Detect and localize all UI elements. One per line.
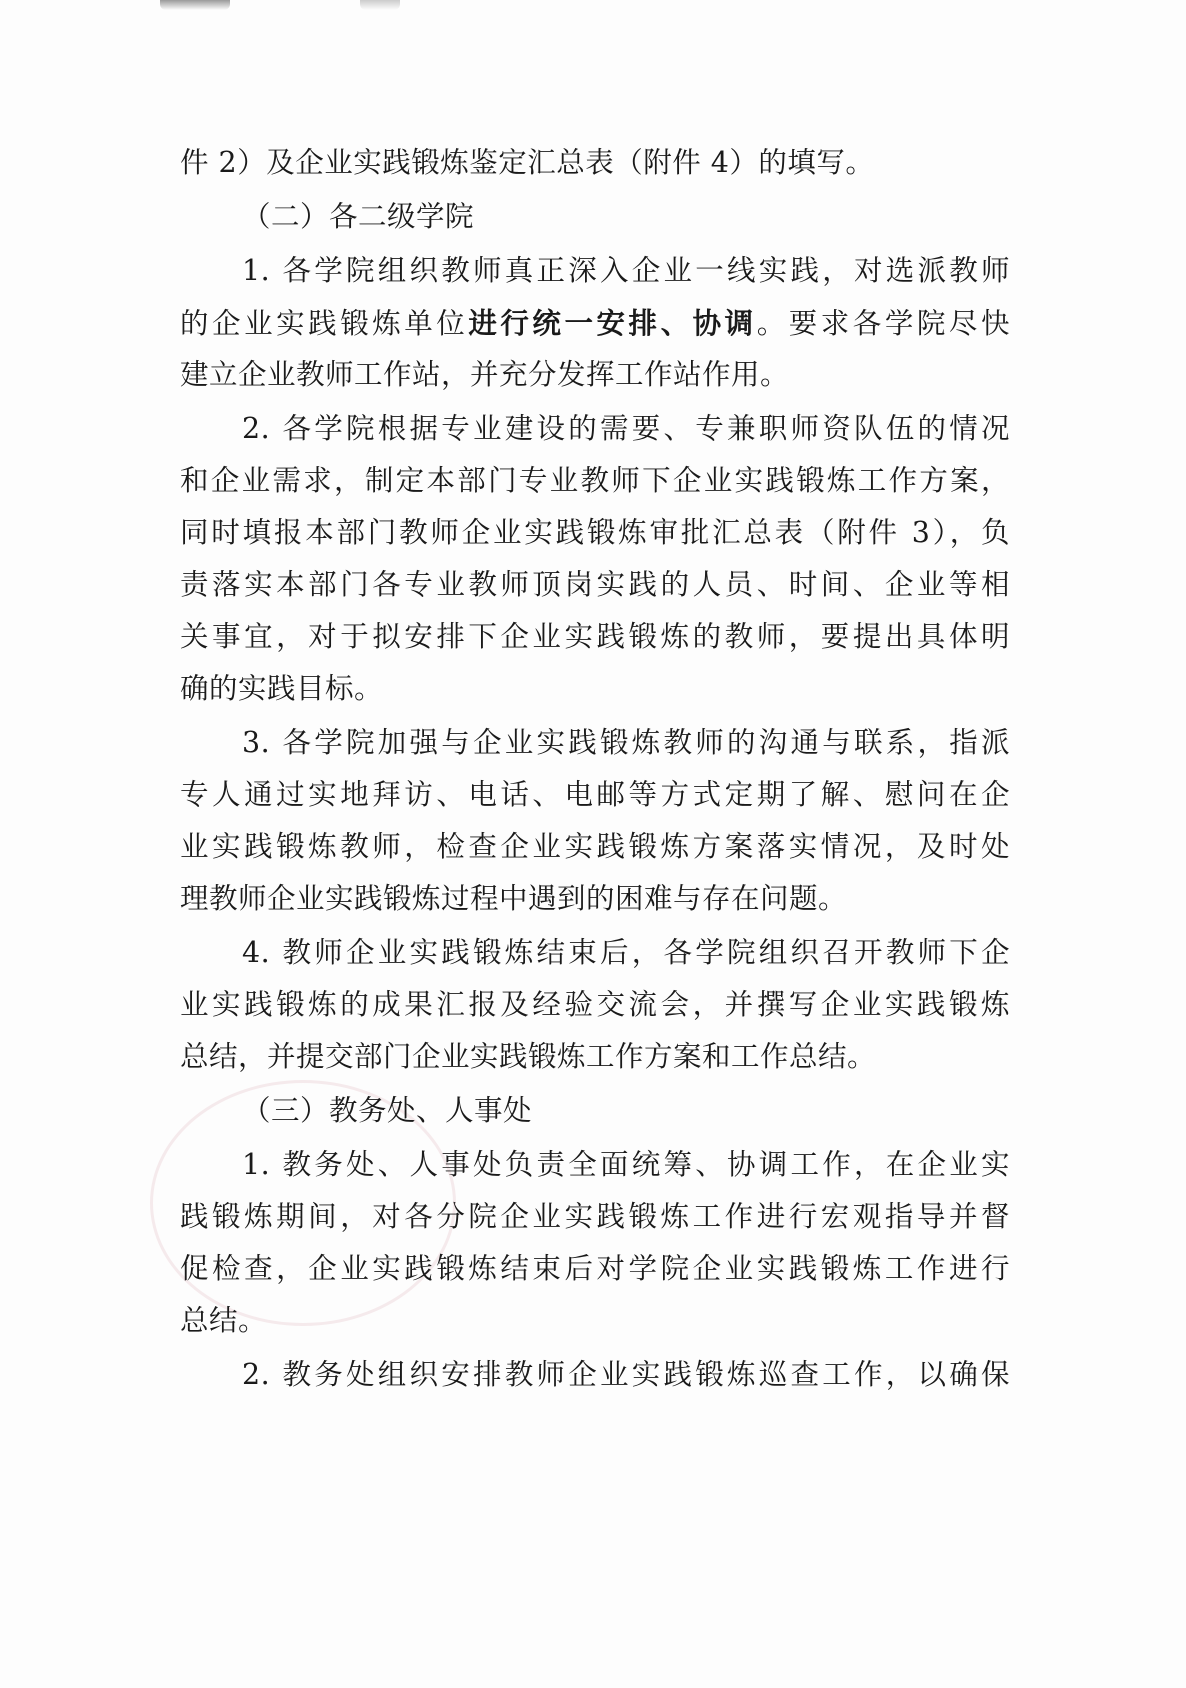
paragraph-line: 件 2）及企业实践锻炼鉴定汇总表（附件 4）的填写。 [180,146,875,179]
paragraph-line: 总结。 [180,1304,268,1337]
paragraph-line: 确的实践目标。 [180,672,384,705]
paragraph-line: 关事宜，对于拟安排下企业实践锻炼的教师，要提出具体明 [180,620,1010,653]
paragraph-line: 3. 各学院加强与企业实践锻炼教师的沟通与联系，指派 [242,726,1010,759]
section-heading: （二）各二级学院 [242,200,475,233]
paragraph-line: 业实践锻炼教师，检查企业实践锻炼方案落实情况，及时处 [180,830,1010,863]
paragraph-line: 业实践锻炼的成果汇报及经验交流会，并撰写企业实践锻炼 [180,988,1010,1021]
paragraph-line: 同时填报本部门教师企业实践锻炼审批汇总表（附件 3），负 [180,516,1010,549]
section-heading: （三）教务处、人事处 [242,1094,533,1127]
emphasized-text: 进行统一安排、协调 [468,306,757,340]
paragraph-line [180,298,1010,348]
paragraph-line: 责落实本部门各专业教师顶岗实践的人员、时间、企业等相 [180,568,1010,601]
paragraph-line: 2. 各学院根据专业建设的需要、专兼职师资队伍的情况 [242,412,1010,445]
paragraph-text: 的企业实践锻炼单位 [180,307,469,340]
paragraph-line: 4. 教师企业实践锻炼结束后，各学院组织召开教师下企 [242,936,1010,969]
paragraph-line: 2. 教务处组织安排教师企业实践锻炼巡查工作，以确保 [242,1358,1010,1391]
paragraph-line: 践锻炼期间，对各分院企业实践锻炼工作进行宏观指导并督 [180,1200,1010,1233]
paragraph-line: 1. 各学院组织教师真正深入企业一线实践，对选派教师 [242,254,1010,287]
scan-edge-mark [360,0,400,10]
paragraph-text: 。要求各学院尽快 [756,307,1010,340]
paragraph-line: 建立企业教师工作站，并充分发挥工作站作用。 [180,358,790,391]
scan-edge-mark [160,0,230,10]
paragraph-line: 理教师企业实践锻炼过程中遇到的困难与存在问题。 [180,882,848,915]
paragraph-line: 总结，并提交部门企业实践锻炼工作方案和工作总结。 [180,1040,877,1073]
paragraph-line: 促检查，企业实践锻炼结束后对学院企业实践锻炼工作进行 [180,1252,1010,1285]
paragraph-line: 和企业需求，制定本部门专业教师下企业实践锻炼工作方案， [180,464,1010,497]
paragraph-line: 1. 教务处、人事处负责全面统筹、协调工作，在企业实 [242,1148,1010,1181]
paragraph-line: 专人通过实地拜访、电话、电邮等方式定期了解、慰问在企 [180,778,1010,811]
